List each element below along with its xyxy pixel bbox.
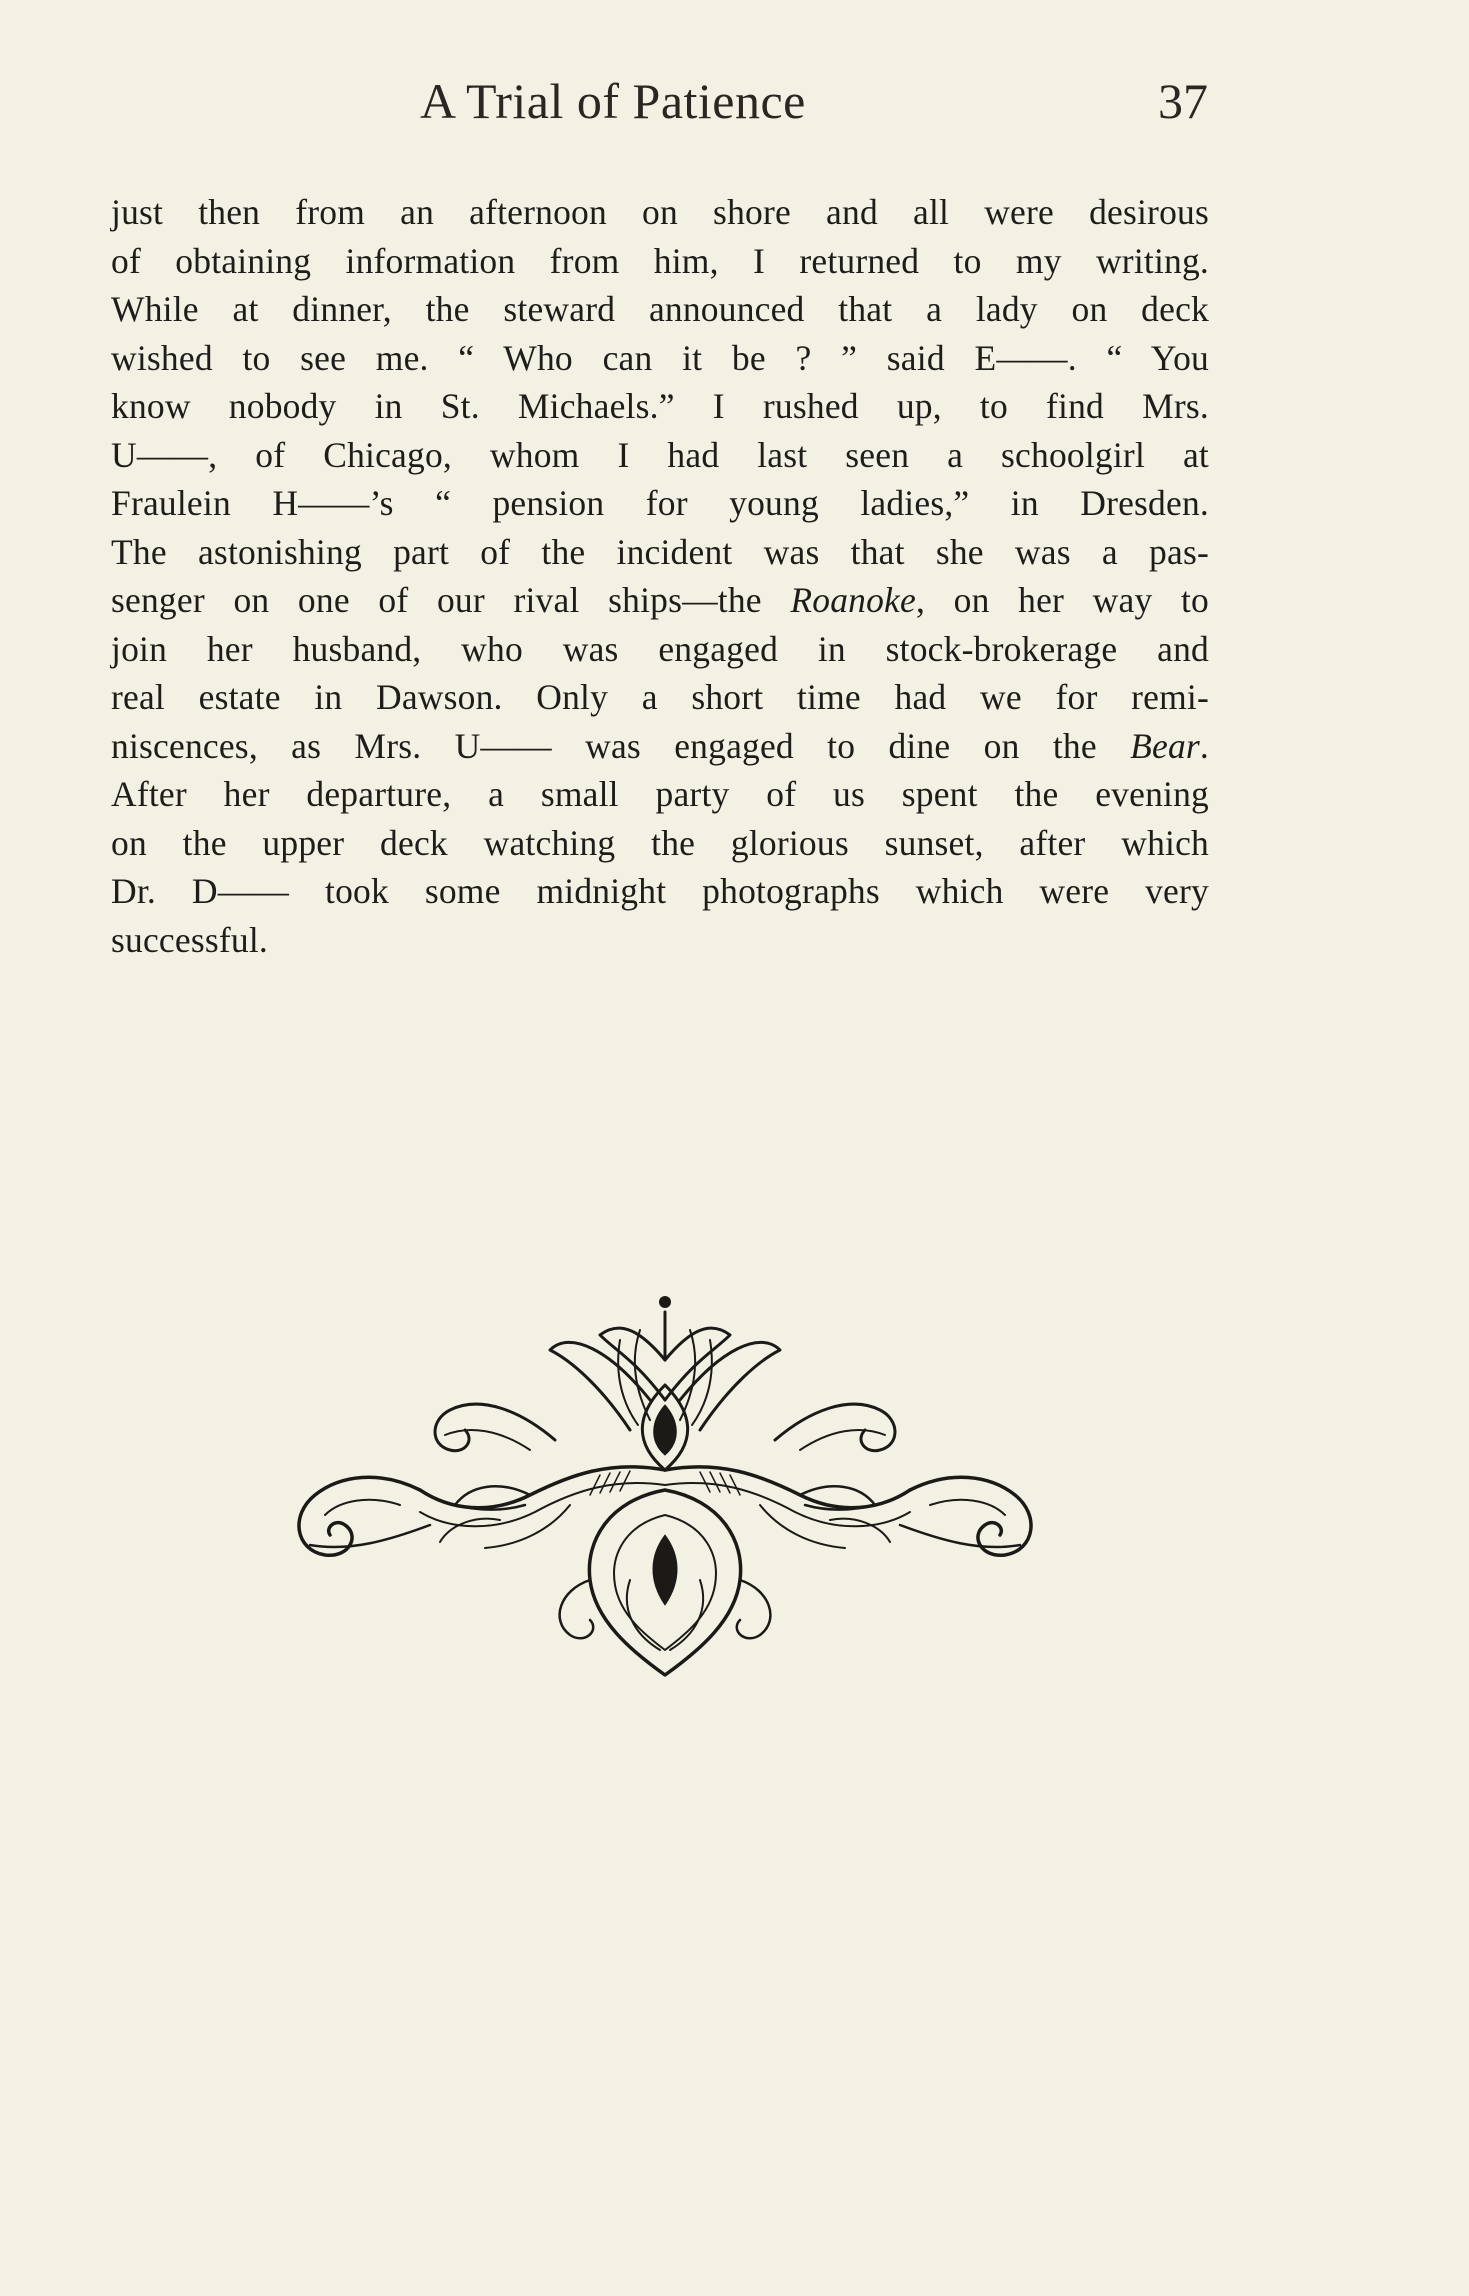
floral-tailpiece-icon bbox=[270, 1290, 1060, 1680]
text-line: After her departure, a small party of us spent the evening bbox=[111, 774, 1209, 814]
page-number: 37 bbox=[1158, 73, 1208, 129]
text-line: successful. bbox=[111, 919, 268, 960]
text-line: Dr. D—— took some midnight photographs which were very bbox=[111, 871, 1209, 911]
text-line: While at dinner, the steward announced that a lady on deck bbox=[111, 289, 1209, 329]
text-line: of obtaining information from him, I returned to my writing. bbox=[111, 240, 1209, 281]
ship-name-roanoke: Roanoke bbox=[790, 580, 916, 620]
text-line: know nobody in St. Michaels.” I rushed up, to find Mrs. bbox=[111, 386, 1209, 426]
text-line: join her husband, who was engaged in stock-brokerage and bbox=[111, 628, 1209, 669]
text-run: . bbox=[1199, 725, 1209, 766]
text-run: senger on one of our rival ships—the bbox=[111, 580, 791, 620]
running-title: A Trial of Patience bbox=[420, 73, 806, 129]
text-run: , on her way to bbox=[915, 580, 1209, 620]
text-run: niscences, as Mrs. U—— was engaged to dine on the bbox=[111, 725, 1131, 766]
text-line-with-italic bbox=[111, 576, 1209, 625]
text-line: just then from an afternoon on shore and all were desirous bbox=[111, 192, 1209, 232]
text-line-with-italic bbox=[111, 722, 1209, 771]
text-line: U——, of Chicago, whom I had last seen a schoolgirl at bbox=[111, 434, 1209, 475]
ship-name-bear: Bear bbox=[1130, 725, 1200, 766]
page-header bbox=[0, 72, 1469, 152]
text-line: Fraulein H——’s “ pension for young ladies,” in Dresden. bbox=[111, 483, 1209, 523]
text-line: on the upper deck watching the glorious sunset, after which bbox=[111, 822, 1209, 863]
text-line: real estate in Dawson. Only a short time had we for remi- bbox=[111, 677, 1209, 717]
text-line: The astonishing part of the incident was that she was a pas- bbox=[111, 531, 1209, 572]
text-line: wished to see me. “ Who can it be ? ” said E——. “ You bbox=[111, 337, 1209, 378]
body-paragraph bbox=[111, 188, 1209, 964]
